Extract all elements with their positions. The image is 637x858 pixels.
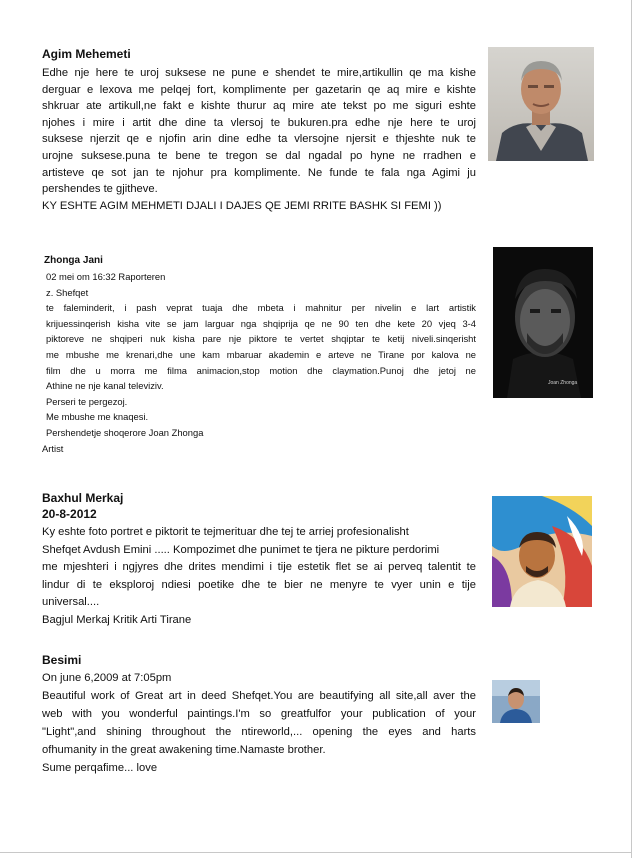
avatar-agim [488, 47, 594, 161]
comment-line: artisteve qe sot jan te njohur pra komplimente. Ne funde te fala nga Agimi ju [42, 166, 476, 179]
photo-caption: Joan Zhonga [548, 380, 578, 386]
comment-text [42, 687, 476, 777]
commenter-name: Besimi [42, 653, 82, 667]
comment-line: krijuessinqerish kisha vite se jam larguar nga shqiprija qe ne 90 ten dhe kete 20 vjeq 3-4 [46, 317, 476, 329]
comment-baxhul [42, 491, 476, 630]
comment-line: KY ESHTE AGIM MEHMETI DJALI I DAJES QE JEMI RRITE BASHK SI FEMI )) [42, 199, 442, 212]
comment-line: web with you wonderful paintings.I'm so greatfulfor your publication of your [42, 708, 476, 720]
comment-greeting: z. Shefqet [46, 286, 89, 298]
comment-line: urojne suksese.puna te bene te tregon se dal ngadal po hyne ne rradhen e [42, 149, 476, 162]
comment-line: njohes i mire i artit dhe dine ta vlersoj te bukuren.pra edhe nje here te uroj [42, 116, 476, 129]
comment-line: film dhe u morra me filma animacion,stop motion dhe claymation.Punoj dhe jetoj ne [46, 364, 476, 376]
comment-line: "Light",and shining throughout the ntireworld,... opening the eyes and harts [42, 726, 476, 738]
comment-text [42, 65, 476, 214]
comment-date: On june 6,2009 at 7:05pm [42, 672, 172, 684]
comment-line: Beautiful work of Great art in deed Shefqet.You are beautifying all site,all aver the [42, 690, 476, 702]
comment-line: universal.... [42, 596, 100, 609]
comment-line: lindur di te eksploroj ndiesi poetike dhe te bier ne menyre te vyer unin e tije [42, 578, 476, 591]
comment-line: me mjeshteri i ngjyres dhe drites mendimi i tije estetik flet se ai perveq talentit te [42, 561, 476, 574]
comment-date: 20-8-2012 [42, 507, 97, 521]
avatar-baxhul [492, 496, 592, 607]
comment-line: ofhumanity in the great awakening time.Namaste brother. [42, 744, 326, 756]
comment-line: Edhe nje here te uroj suksese ne pune e shendet te mire,artikullin qe ma kishe [42, 67, 476, 79]
comment-line: shkruar ate artikull,ne fakt e kishte thurur aq mire ate tekst po me siguri eshte [42, 100, 476, 113]
comment-line: te faleminderit, i pash veprat tuaja dhe mbeta i mahnitur per nivelin e lart artistik [46, 302, 476, 314]
avatar-zhonga [493, 247, 593, 398]
comment-text [42, 524, 476, 630]
comment-agim [42, 47, 476, 214]
comment-meta: 02 mei om 16:32 Raporteren [46, 271, 166, 282]
comment-zhonga [42, 255, 476, 456]
commenter-name: Zhonga Jani [44, 255, 103, 266]
comment-line: Shefqet Avdush Emini ..... Kompozimet dhe punimet te tjera ne pikture perdorimi [42, 543, 440, 556]
commenter-name: Baxhul Merkaj [42, 491, 124, 505]
comment-line: Ky eshte foto portret e piktorit te tejmerituar dhe tej te arriej profesionalisht [42, 526, 409, 538]
comment-line: Athine ne nje kanal televiziv. [46, 380, 164, 392]
comment-signature: Artist [42, 442, 64, 454]
comment-line: Pershendetje shoqerore Joan Zhonga [46, 426, 204, 438]
comment-besimi [42, 653, 476, 777]
comment-text [46, 269, 476, 441]
comment-line: pershendes te gjitheve. [42, 183, 158, 196]
comment-line: Bagjul Merkaj Kritik Arti Tirane [42, 613, 192, 626]
comment-line: suksese njerzit qe e njofin arin dine edhe ta vlersojne njersit e thjeshte nuk te [42, 133, 476, 146]
comment-line: derguar e lexova me pelqej fort, komplimente per gazetarin qe aq mire e kishte [42, 83, 476, 96]
comment-line: me mbushe me krenari,dhe une kam mbaruar akademin e arteve ne Tirane por kalova ne [46, 348, 476, 360]
comment-line: piktoreve ne shqiperi nuk kisha pare nje piktore te vertet shqiptar te ketij niveli.sinqerisht [46, 333, 476, 345]
page-right-border [631, 0, 632, 858]
comment-line: Perseri te pergezoj. [46, 395, 128, 407]
commenter-name: Agim Mehemeti [42, 47, 131, 61]
page-bottom-border [0, 852, 632, 853]
comment-line: Me mbushe me knaqesi. [46, 411, 149, 423]
comment-line: Sume perqafime... love [42, 762, 158, 774]
avatar-besimi [492, 680, 540, 723]
